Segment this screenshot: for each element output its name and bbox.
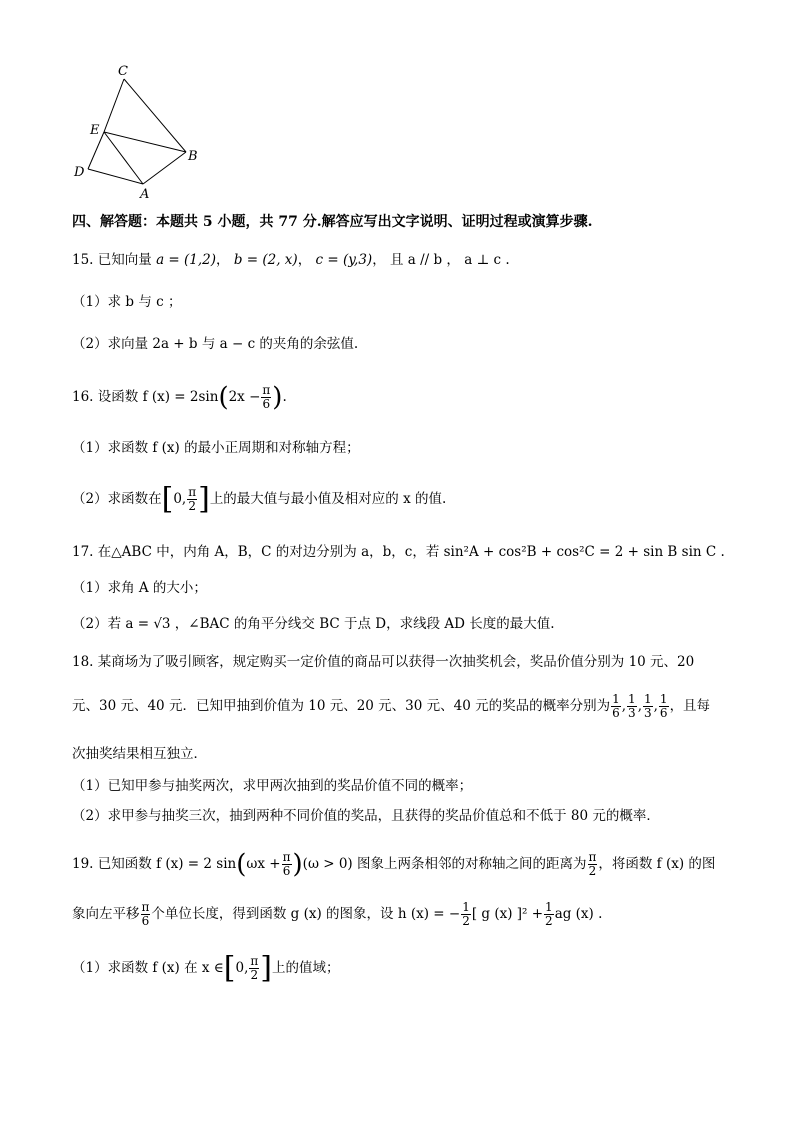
q19-argument: ωx + <box>246 856 281 872</box>
q15-intro: 已知向量 <box>97 252 152 268</box>
left-bracket: [ <box>223 950 236 986</box>
right-paren: ) <box>272 382 283 413</box>
prob-fraction: $\frac{1}{6}$ <box>612 692 620 720</box>
question-number: 16. <box>72 389 94 405</box>
q15-condition: 且 a // b ， a ⊥ c . <box>389 252 510 268</box>
q16-argument: 2x − <box>228 389 261 405</box>
fraction-pi-6: $\frac{\pi}{6}$ <box>282 850 291 878</box>
q19-p1-text: （1）求函数 f (x) 在 x ∈ <box>72 960 224 976</box>
question-18-part-1: （1）已知甲参与抽奖两次，求甲两次抽到的奖品价值不同的概率； <box>72 778 473 794</box>
vector-a: a = (1,2) <box>156 252 217 268</box>
fraction-pi-2: $\frac{\pi}{2}$ <box>588 850 597 878</box>
question-19-line-1 <box>72 846 715 883</box>
q19-line1-tail: ，将函数 f (x) 的图 <box>598 856 716 872</box>
quadrilateral-figure <box>66 60 206 200</box>
fraction-pi-2: $\frac{\pi}{2}$ <box>250 954 259 982</box>
fraction-pi-2: $\frac{\pi}{2}$ <box>188 485 197 513</box>
question-16-part-1: （1）求函数 f (x) 的最小正周期和对称轴方程； <box>72 440 360 456</box>
question-15-stem: 15. 已知向量 a = (1,2)， b = (2, x)， c = (y,3)， 且 a // b ， a ⊥ c . <box>72 252 510 268</box>
question-18-line-3: 次抽奖结果相互独立． <box>72 746 207 762</box>
q19-condition: (ω > 0) 图象上两条相邻的对称轴之间的距离为 <box>302 856 587 872</box>
q16-p2-intro: （2）求函数在 <box>72 491 162 507</box>
vector-b: b = (2, x) <box>233 252 298 268</box>
q19-function: 已知函数 f (x) = 2 sin <box>97 856 237 872</box>
prob-fraction: $\frac{1}{6}$ <box>659 692 668 720</box>
fraction-half: $\frac{1}{2}$ <box>545 900 553 928</box>
q19-line2-text: 象向左平移 <box>72 906 140 922</box>
q17-text: 在△ABC 中，内角 A，B，C 的对边分别为 a，b，c，若 sin²A + cos²B + cos²C = 2 + sin B sin C . <box>97 544 725 560</box>
section-heading: 四、解答题：本题共 5 小题，共 77 分.解答应写出文字说明、证明过程或演算步骤. <box>72 214 593 230</box>
question-17-part-2: （2）若 a = √3 ，∠BAC 的角平分线交 BC 于点 D，求线段 AD 长度的最大值. <box>72 616 555 632</box>
left-paren: ( <box>236 849 247 880</box>
question-number: 17. <box>72 544 94 560</box>
question-19-part-1 <box>72 950 340 987</box>
question-18-line-2: 元、30 元、40 元．已知甲抽到价值为 10 元、20 元、30 元、40 元的奖品的概率分别为 $\frac{1}{6}$ , $\frac{1}{3}$ , $\frac{1}{3}$ , $\frac{1}{6}$ ，且每 <box>72 692 711 720</box>
q19-ag: ag (x) . <box>554 906 603 922</box>
fraction-pi-6: $\frac{\pi}{6}$ <box>141 900 150 928</box>
question-number: 15. <box>72 252 94 268</box>
question-17-part-1: （1）求角 A 的大小； <box>72 580 207 596</box>
question-18-line-1 <box>72 652 694 672</box>
label-A: A <box>140 187 150 200</box>
label-D: D <box>74 165 85 180</box>
q18-line2-text: 元、30 元、40 元．已知甲抽到价值为 10 元、20 元、30 元、40 元的奖品的概率分别为 <box>72 698 611 714</box>
vector-c: c = (y,3) <box>315 252 373 268</box>
question-16-part-2 <box>72 482 446 517</box>
question-17-stem <box>72 542 725 562</box>
left-bracket: [ <box>161 481 174 517</box>
q19-p1-tail: 上的值域； <box>272 960 340 976</box>
prob-fraction: $\frac{1}{3}$ <box>643 692 652 720</box>
q16-function: 设函数 f (x) = 2sin <box>97 389 219 405</box>
left-paren: ( <box>218 382 229 413</box>
q16-period: . <box>282 389 287 405</box>
question-15-part-1: （1）求 b 与 c ； <box>72 294 182 310</box>
segment-CB <box>124 79 186 152</box>
segment-DA <box>88 169 143 184</box>
question-number: 18. <box>72 654 94 670</box>
question-number: 19. <box>72 856 94 872</box>
question-18-part-2: （2）求甲参与抽奖三次，抽到两种不同价值的奖品，且获得的奖品价值总和不低于 80 元的概率． <box>72 808 660 824</box>
q16-p2-tail: 上的最大值与最小值及相对应的 x 的值. <box>209 491 447 507</box>
segment-AB <box>143 152 186 184</box>
prob-fraction: $\frac{1}{3}$ <box>628 692 636 720</box>
interval-start: 0, <box>173 491 187 507</box>
right-bracket: ] <box>198 481 210 517</box>
question-19-line-2 <box>72 896 602 932</box>
fraction-half: $\frac{1}{2}$ <box>462 900 470 928</box>
fraction-pi-6: $\frac{\pi}{6}$ <box>262 383 271 411</box>
q18-line1-text: 某商场为了吸引顾客，规定购买一定价值的商品可以获得一次抽奖机会，奖品价值分别为 10 元、20 <box>97 654 695 670</box>
right-paren: ) <box>292 849 303 880</box>
question-15-part-2: （2）求向量 2a + b 与 a − c 的夹角的余弦值. <box>72 336 359 352</box>
label-C: C <box>118 64 128 79</box>
interval-start: 0, <box>235 960 249 976</box>
label-E: E <box>90 123 100 138</box>
label-B: B <box>188 149 198 164</box>
right-bracket: ] <box>260 950 273 986</box>
q19-h-definition: 个单位长度，得到函数 g (x) 的图象，设 h (x) = − <box>151 906 461 922</box>
segment-CE <box>104 79 124 132</box>
q18-line2-tail: ，且每 <box>669 698 711 714</box>
q19-g-squared: [ g (x) ]² + <box>471 906 544 922</box>
question-16-stem <box>72 380 287 415</box>
